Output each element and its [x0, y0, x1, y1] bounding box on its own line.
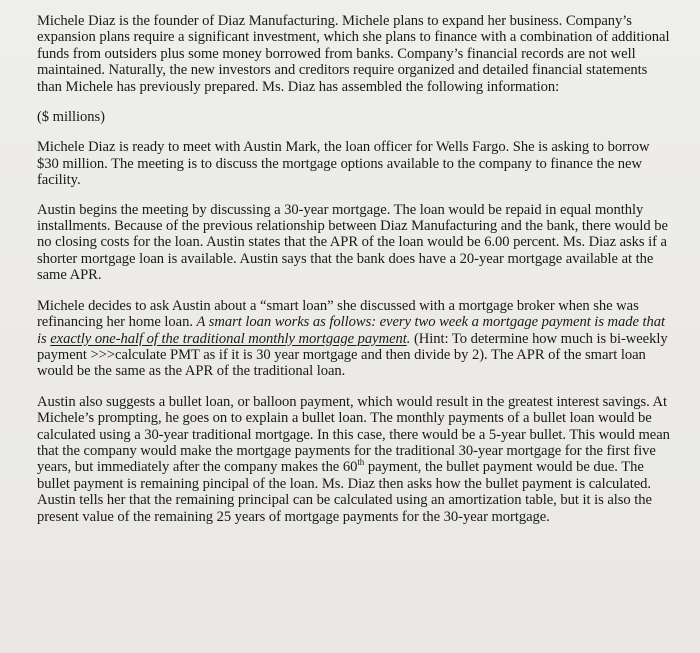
bullet-loan-text-part1: Austin also suggests a bullet loan, or balloon payment, which would result in the greatest interest savings. At Michele’s prompting, he goes on to explain a bullet loan. The monthly payments of a bullet loan would be calculated using a 30-year traditional mortgage. In this case, there would be a 5-year bullet. This would mean that the company would make the mortgage payments for the traditional 30-year mortgage for the first five years, but immediately after the company makes the 60	[37, 393, 670, 476]
smart-loan-hint: (Hint: To determine how much is bi-weekly payment >>>calculate PMT as if it is 30 year mortgage and then divide by 2). The APR of the smart loan would be the same as the APR of the traditional loan.	[37, 330, 668, 380]
smart-loan-intro: Michele decides to ask Austin about a “smart loan” she discussed with a mortgage broker when she was refinancing her home loan.	[37, 297, 639, 331]
bullet-loan-paragraph	[37, 394, 670, 525]
smart-loan-paragraph	[37, 298, 670, 380]
meeting-paragraph: Michele Diaz is ready to meet with Austin Mark, the loan officer for Wells Fargo. She is asking to borrow $30 million. The meeting is to discuss the mortgage options available to the company to finance the new facility.	[37, 139, 650, 189]
bullet-loan-text-part2: payment, the bullet payment would be due. The bullet payment is remaining pincipal of the loan. Ms. Diaz then asks how the bullet payment is calculated. Austin tells her that the remaining principal can be calculated using an amortization table, but it is also the present value of the remaining 25 years of mortgage payments for the 30-year mortgage.	[37, 459, 652, 525]
smart-loan-definition: A smart loan works as follows: every two week a mortgage payment is made that is	[37, 314, 666, 347]
units-note: ($ millions)	[37, 109, 105, 126]
ordinal-superscript: th	[357, 457, 365, 468]
intro-paragraph: Michele Diaz is the founder of Diaz Manufacturing. Michele plans to expand her business. Company’s expansion plans require a significant investment, which she plans to finance with a combination of additional funds from outsiders plus some money borrowed from banks. Company’s financial records are not well maintained. Naturally, the new investors and creditors require organized and detailed financial statements than Michele has previously prepared. Ms. Diaz has assembled the following information:	[37, 13, 670, 95]
thirty-year-mortgage-paragraph: Austin begins the meeting by discussing a 30-year mortgage. The loan would be repaid in equal monthly installments. Because of the previous relationship between Diaz Manufacturing and the bank, there would be no closing costs for the loan. Austin states that the APR of the loan would be 6.00 percent. Ms. Diaz asks if a shorter mortgage loan is available. Austin says that the bank does have a 20-year mortgage available at the same APR.	[37, 201, 668, 284]
smart-loan-underlined-term: exactly one-half of the traditional monthly mortgage payment	[50, 330, 407, 347]
smart-loan-period: .	[406, 330, 411, 347]
